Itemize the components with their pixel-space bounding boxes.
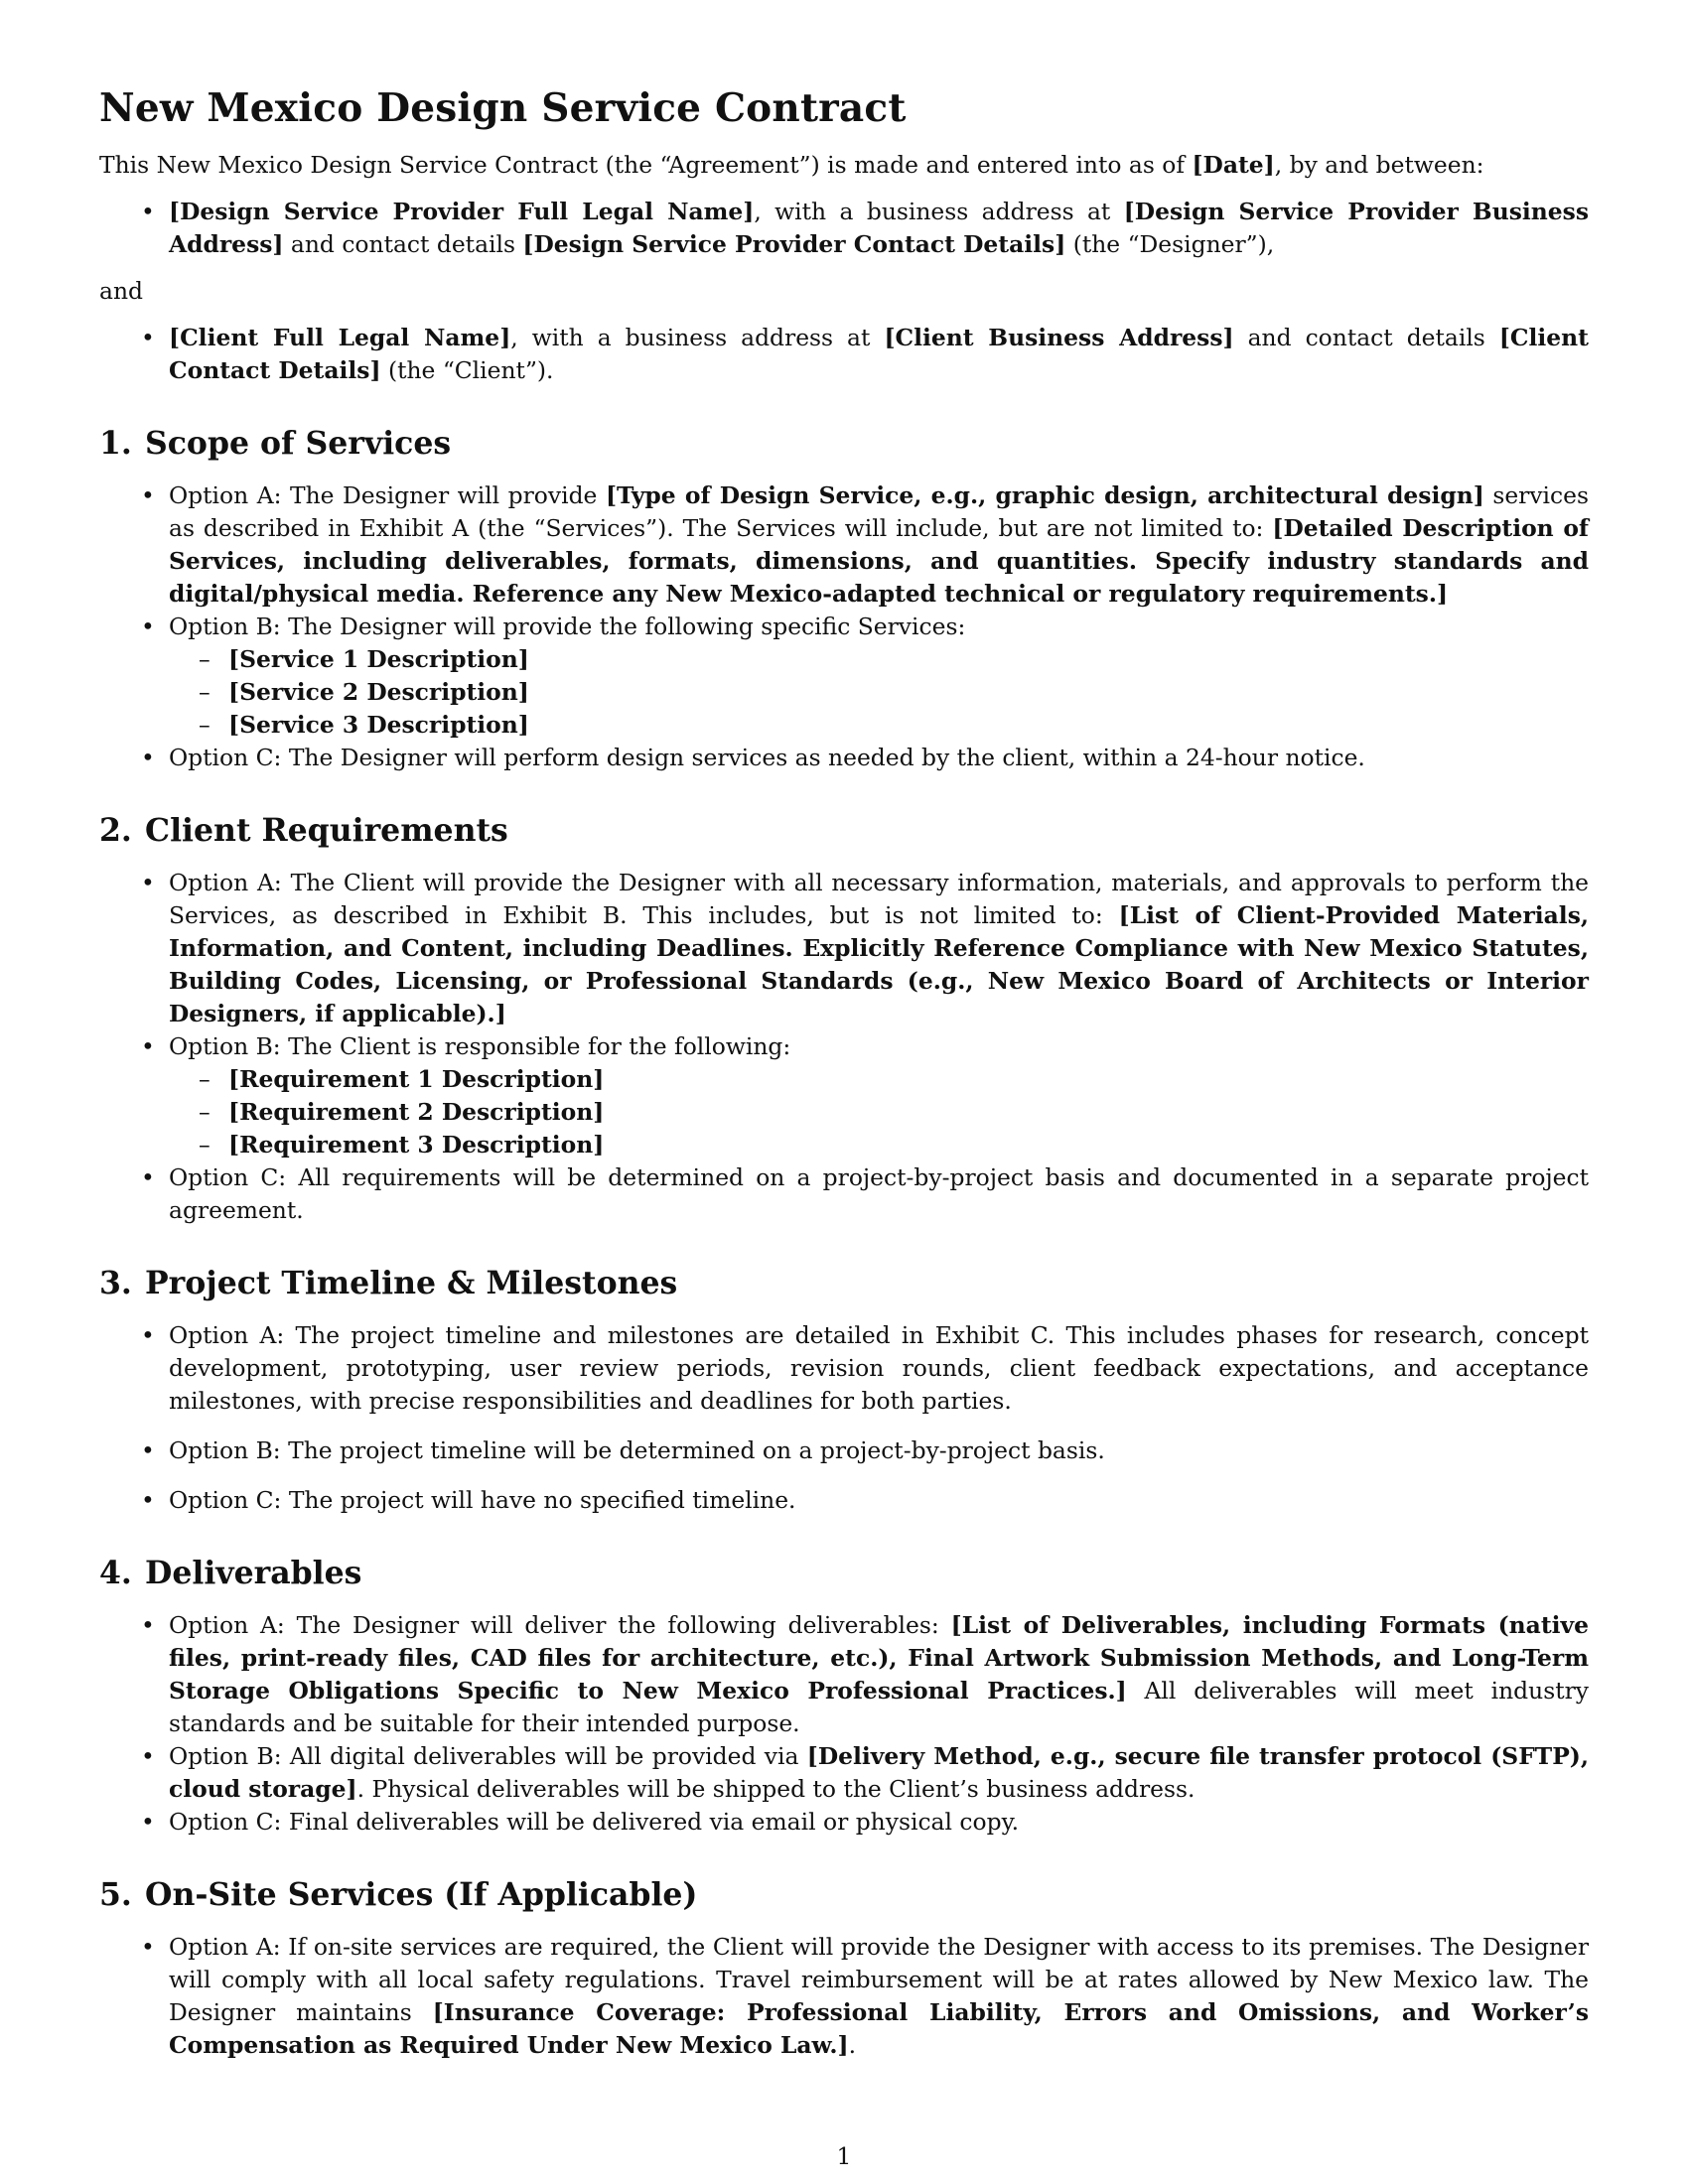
- sublist-item: [228, 1063, 1589, 1096]
- requirements-option-c: • Option C: All requirements will be determined on a project-by-project basis and documented in a separate project agreement.: [169, 1161, 1589, 1227]
- service-2-placeholder: [Service 2 Description]: [228, 678, 529, 706]
- service-description-placeholder: [Detailed Description of Services, including deliverables, formats, dimensions, and quantities. Specify industry standards and digital/physical media. Reference any New Mexico-adapted technical or regulatory requirements.]: [169, 514, 1589, 608]
- party-text: and contact details: [283, 230, 523, 258]
- party-text: and contact details: [1233, 324, 1499, 351]
- requirement-sublist: [169, 1063, 1589, 1161]
- and-connector: and: [99, 277, 143, 305]
- document-title: New Mexico Design Service Contract: [99, 85, 907, 131]
- section-number: 5.: [99, 1876, 132, 1913]
- requirement-3-placeholder: [Requirement 3 Description]: [228, 1131, 605, 1159]
- requirement-2-placeholder: [Requirement 2 Description]: [228, 1098, 605, 1126]
- section-heading-client-requirements: [99, 812, 1589, 849]
- section-title: Deliverables: [145, 1555, 362, 1591]
- service-sublist: [169, 643, 1589, 742]
- scope-option-c: • Option C: The Designer will perform design services as needed by the client, within a 24-hour notice.: [169, 742, 1589, 774]
- party-list-client: [99, 322, 1589, 387]
- party-client: [169, 322, 1589, 387]
- deliverables-options: [99, 1609, 1589, 1839]
- party-text: (the “Client”).: [380, 356, 554, 384]
- client-materials-placeholder: [List of Client-Provided Materials, Information, and Content, including Deadlines. Explicitly Reference Compliance with New Mexico Statutes, Building Codes, Licensing, or Professional Standards (e.g., New Mexico Board of Architects or Interior Designers, if applicable).]: [169, 901, 1590, 1027]
- sublist-item: [228, 1096, 1589, 1129]
- designer-name-placeholder: [Design Service Provider Full Legal Name]: [169, 198, 755, 225]
- deliverables-option-b: [169, 1740, 1589, 1806]
- deliverables-option-a: [169, 1609, 1589, 1740]
- section-number: 3.: [99, 1265, 132, 1301]
- section-number: 4.: [99, 1555, 132, 1591]
- party-list-designer: [99, 196, 1589, 261]
- on-site-option-a: [169, 1931, 1589, 2062]
- section-title: Scope of Services: [145, 425, 452, 462]
- service-type-placeholder: [Type of Design Service, e.g., graphic design, architectural design]: [605, 481, 1484, 509]
- intro-text: This New Mexico Design Service Contract (the “Agreement”) is made and entered into as of: [99, 151, 1193, 179]
- section-number: 1.: [99, 425, 132, 462]
- client-address-placeholder: [Client Business Address]: [884, 324, 1234, 351]
- section-title: Project Timeline & Milestones: [145, 1265, 678, 1301]
- party-designer: [169, 196, 1589, 261]
- section-heading-deliverables: [99, 1555, 1589, 1591]
- option-text: .: [848, 2031, 856, 2059]
- requirements-option-b: [169, 1030, 1589, 1161]
- document-page: [99, 85, 1589, 2062]
- section-title: On-Site Services (If Applicable): [145, 1876, 698, 1913]
- delivery-method-placeholder: [Delivery Method, e.g., secure file transfer protocol (SFTP), cloud storage]: [169, 1742, 1590, 1803]
- party-text: , with a business address at: [510, 324, 885, 351]
- service-3-placeholder: [Service 3 Description]: [228, 711, 529, 739]
- scope-option-a: [169, 479, 1589, 611]
- sublist-item: [228, 643, 1589, 676]
- option-text: Option A: The Designer will provide: [169, 481, 606, 509]
- option-text: Option B: The Designer will provide the following specific Services:: [169, 613, 966, 640]
- sublist-item: [228, 1129, 1589, 1161]
- timeline-option-c: • Option C: The project will have no specified timeline.: [169, 1484, 1589, 1517]
- date-placeholder: [Date]: [1192, 151, 1275, 179]
- timeline-options: [99, 1319, 1589, 1517]
- designer-address-placeholder: [Design Service Provider Business Address]: [169, 198, 1589, 258]
- service-1-placeholder: [Service 1 Description]: [228, 645, 529, 673]
- requirement-1-placeholder: [Requirement 1 Description]: [228, 1065, 605, 1093]
- section-title: Client Requirements: [145, 812, 508, 849]
- intro-text-end: , by and between:: [1274, 151, 1484, 179]
- insurance-placeholder: [Insurance Coverage: Professional Liability, Errors and Omissions, and Worker’s Compensation as Required Under New Mexico Law.]: [169, 1998, 1589, 2059]
- timeline-option-b: • Option B: The project timeline will be determined on a project-by-project basis.: [169, 1434, 1589, 1467]
- client-name-placeholder: [Client Full Legal Name]: [169, 324, 511, 351]
- party-text: , with a business address at: [754, 198, 1124, 225]
- section-heading-scope: [99, 425, 1589, 462]
- option-text: . Physical deliverables will be shipped to the Client’s business address.: [356, 1775, 1196, 1803]
- scope-options: [99, 479, 1589, 774]
- option-text: services as described in Exhibit A (the “Services”). The Services will include, but are not limited to:: [169, 481, 1589, 542]
- option-text: Option A: The Client will provide the Designer with all necessary information, materials, and approvals to perform the Services, as described in Exhibit B. This includes, but is not limited to:: [169, 869, 1589, 929]
- sublist-item: [228, 709, 1589, 742]
- requirements-option-a: [169, 867, 1589, 1030]
- option-text: All deliverables will meet industry standards and be suitable for their intended purpose.: [169, 1677, 1589, 1737]
- section-number: 2.: [99, 812, 132, 849]
- client-contact-placeholder: [Client Contact Details]: [169, 324, 1589, 384]
- designer-contact-placeholder: [Design Service Provider Contact Details]: [522, 230, 1066, 258]
- party-text: (the “Designer”),: [1065, 230, 1275, 258]
- option-text: Option B: The Client is responsible for the following:: [169, 1032, 791, 1060]
- intro-paragraph: [99, 149, 1589, 182]
- option-text: Option B: All digital deliverables will be provided via: [169, 1742, 807, 1770]
- deliverables-option-c: • Option C: Final deliverables will be delivered via email or physical copy.: [169, 1806, 1589, 1839]
- option-text: Option A: The Designer will deliver the following deliverables:: [169, 1611, 951, 1639]
- on-site-options: [99, 1931, 1589, 2062]
- section-heading-on-site: [99, 1876, 1589, 1913]
- option-text: Option A: If on-site services are required, the Client will provide the Designer with access to its premises. The Designer will comply with all local safety regulations. Travel reimbursement will be at rates allowed by New Mexico law. The Designer maintains: [169, 1933, 1589, 2026]
- page-number: 1: [836, 2142, 852, 2170]
- sublist-item: [228, 676, 1589, 709]
- timeline-option-a: • Option A: The project timeline and milestones are detailed in Exhibit C. This includes phases for research, concept development, prototyping, user review periods, revision rounds, client feedback expectations, and acceptance milestones, with precise responsibilities and deadlines for both parties.: [169, 1319, 1589, 1418]
- requirements-options: [99, 867, 1589, 1227]
- scope-option-b: [169, 611, 1589, 742]
- deliverables-list-placeholder: [List of Deliverables, including Formats (native files, print-ready files, CAD files for architecture, etc.), Final Artwork Submission Methods, and Long-Term Storage Obligations Specific to New Mexico Professional Practices.]: [169, 1611, 1589, 1705]
- section-heading-timeline: [99, 1265, 1589, 1301]
